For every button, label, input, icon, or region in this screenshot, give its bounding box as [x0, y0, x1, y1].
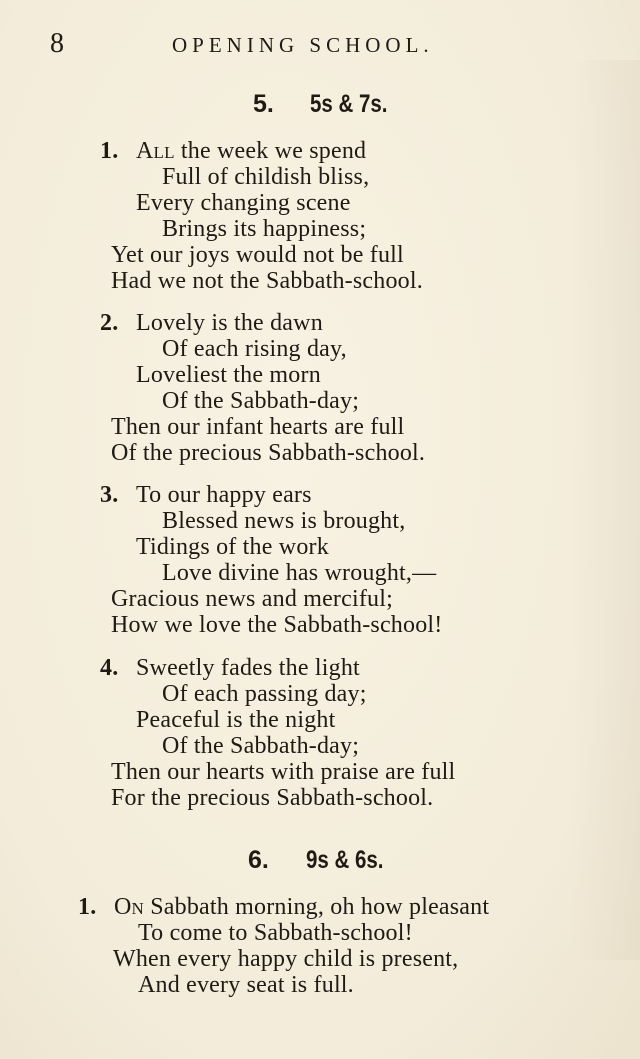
stanza-line: When every happy child is present, — [113, 946, 459, 972]
stanza-line-text: the week we spend — [174, 138, 367, 164]
stanza-line-text: To our happy ears — [136, 482, 312, 508]
show-through-shadow — [570, 60, 640, 960]
stanza-line: Had we not the Sabbath-school. — [111, 268, 423, 294]
stanza-line: Gracious news and merciful; — [111, 586, 393, 612]
stanza-line: Of each passing day; — [162, 681, 367, 707]
hymn-number: 6. — [248, 846, 269, 874]
stanza-line: To come to Sabbath-school! — [138, 920, 413, 946]
stanza-line: Tidings of the work — [136, 534, 329, 560]
stanza-line — [100, 138, 366, 164]
stanza-line — [100, 310, 323, 336]
stanza-line: For the precious Sabbath-school. — [111, 785, 434, 811]
stanza-line: And every seat is full. — [138, 972, 354, 998]
stanza-number: 2. — [100, 310, 119, 336]
hymn-6-heading — [0, 842, 640, 878]
stanza-line-text: Lovely is the dawn — [136, 310, 323, 336]
stanza-line: Yet our joys would not be full — [111, 242, 404, 268]
stanza-line: Of the Sabbath-day; — [162, 733, 360, 759]
hymn-5-heading — [0, 86, 640, 122]
stanza-line: How we love the Sabbath-school! — [111, 612, 443, 638]
stanza-line — [100, 482, 312, 508]
stanza-line-text: Sabbath morning, oh how pleasant — [144, 894, 490, 920]
stanza-line — [78, 894, 489, 920]
stanza-line: Of the precious Sabbath-school. — [111, 440, 426, 466]
stanza-line-text: Sweetly fades the light — [136, 655, 360, 681]
stanza-line: Love divine has wrought,— — [162, 560, 437, 586]
stanza-number: 4. — [100, 655, 119, 681]
stanza-number: 3. — [100, 482, 119, 508]
stanza-line: Of each rising day, — [162, 336, 347, 362]
stanza-line: Full of childish bliss, — [162, 164, 370, 190]
stanza-line: Brings its happiness; — [162, 216, 367, 242]
stanza-line: Then our hearts with praise are full — [111, 759, 456, 785]
stanza-line: Then our infant hearts are full — [111, 414, 405, 440]
stanza-line: Peaceful is the night — [136, 707, 336, 733]
stanza-number: 1. — [100, 138, 119, 164]
hymn-meter: 5s & 7s. — [310, 90, 388, 118]
page-number: 8 — [50, 28, 64, 59]
hymn-meter: 9s & 6s. — [306, 846, 384, 874]
running-head: OPENING SCHOOL. — [172, 33, 434, 57]
stanza-line: Loveliest the morn — [136, 362, 321, 388]
page-header — [0, 24, 640, 64]
stanza-first-word: All — [136, 138, 175, 164]
stanza-line: Every changing scene — [136, 190, 351, 216]
stanza-line: Of the Sabbath-day; — [162, 388, 360, 414]
hymn-number: 5. — [253, 90, 274, 118]
stanza-line — [100, 655, 360, 681]
stanza-line: Blessed news is brought, — [162, 508, 406, 534]
stanza-number: 1. — [78, 894, 97, 920]
stanza-first-word: On — [114, 894, 145, 920]
